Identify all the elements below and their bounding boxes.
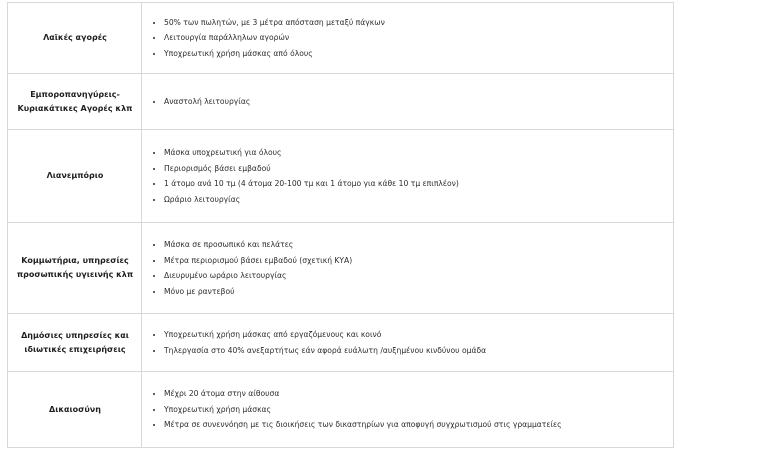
bullet-list — [142, 145, 665, 207]
table-row — [8, 314, 674, 372]
list-item: • Μέτρα σε συνεννόηση με τις διοικήσεις των δικαστηρίων για αποφυγή συγχρωτισμού στις γραμματείες — [164, 417, 665, 433]
list-item: • 50% των πωλητών, με 3 μέτρα απόσταση μεταξύ πάγκων — [164, 15, 665, 31]
list-item: • Διευρυμένο ωράριο λειτουργίας — [164, 268, 665, 284]
list-item: • Αναστολή λειτουργίας — [164, 94, 665, 110]
bullet-list — [142, 327, 665, 358]
table-row — [8, 130, 674, 223]
table-row — [8, 372, 674, 448]
list-item: • Ωράριο λειτουργίας — [164, 192, 665, 208]
list-item: • 1 άτομο ανά 10 τμ (4 άτομα 20-100 τμ και 1 άτομο για κάθε 10 τμ επιπλέον) — [164, 176, 665, 192]
row-items — [142, 74, 674, 130]
list-item: • Μάσκα υποχρεωτική για όλους — [164, 145, 665, 161]
bullet-list — [142, 237, 665, 299]
row-items — [142, 3, 674, 74]
row-category: Δικαιοσύνη — [8, 372, 142, 448]
table-row — [8, 74, 674, 130]
measures-table — [7, 2, 674, 448]
list-item: • Υποχρεωτική χρήση μάσκας από εργαζόμενους και κοινό — [164, 327, 665, 343]
row-items — [142, 130, 674, 223]
list-item: • Μόνο με ραντεβού — [164, 284, 665, 300]
bullet-list — [142, 15, 665, 62]
list-item: • Υποχρεωτική χρήση μάσκας από όλους — [164, 46, 665, 62]
list-item: • Υποχρεωτική χρήση μάσκας — [164, 402, 665, 418]
list-item: • Τηλεργασία στο 40% ανεξαρτήτως εάν αφορά ευάλωτη /αυξημένου κινδύνου ομάδα — [164, 343, 665, 359]
row-category: Εμποροπανηγύρεις-Κυριακάτικες Αγορές κλπ — [8, 74, 142, 130]
row-category: Λιανεμπόριο — [8, 130, 142, 223]
table-row — [8, 3, 674, 74]
bullet-list — [142, 386, 665, 433]
list-item: • Μέχρι 20 άτομα στην αίθουσα — [164, 386, 665, 402]
list-item: • Λειτουργία παράλληλων αγορών — [164, 30, 665, 46]
list-item: • Μέτρα περιορισμού βάσει εμβαδού (σχετική ΚΥΑ) — [164, 253, 665, 269]
bullet-list — [142, 94, 665, 110]
list-item: • Περιορισμός βάσει εμβαδού — [164, 161, 665, 177]
row-category: Λαϊκές αγορές — [8, 3, 142, 74]
row-items — [142, 314, 674, 372]
table-row — [8, 223, 674, 314]
row-items — [142, 223, 674, 314]
list-item: • Μάσκα σε προσωπικό και πελάτες — [164, 237, 665, 253]
row-items — [142, 372, 674, 448]
row-category: Δημόσιες υπηρεσίες και ιδιωτικές επιχειρήσεις — [8, 314, 142, 372]
row-category: Κομμωτήρια, υπηρεσίες προσωπικής υγιεινής κλπ — [8, 223, 142, 314]
